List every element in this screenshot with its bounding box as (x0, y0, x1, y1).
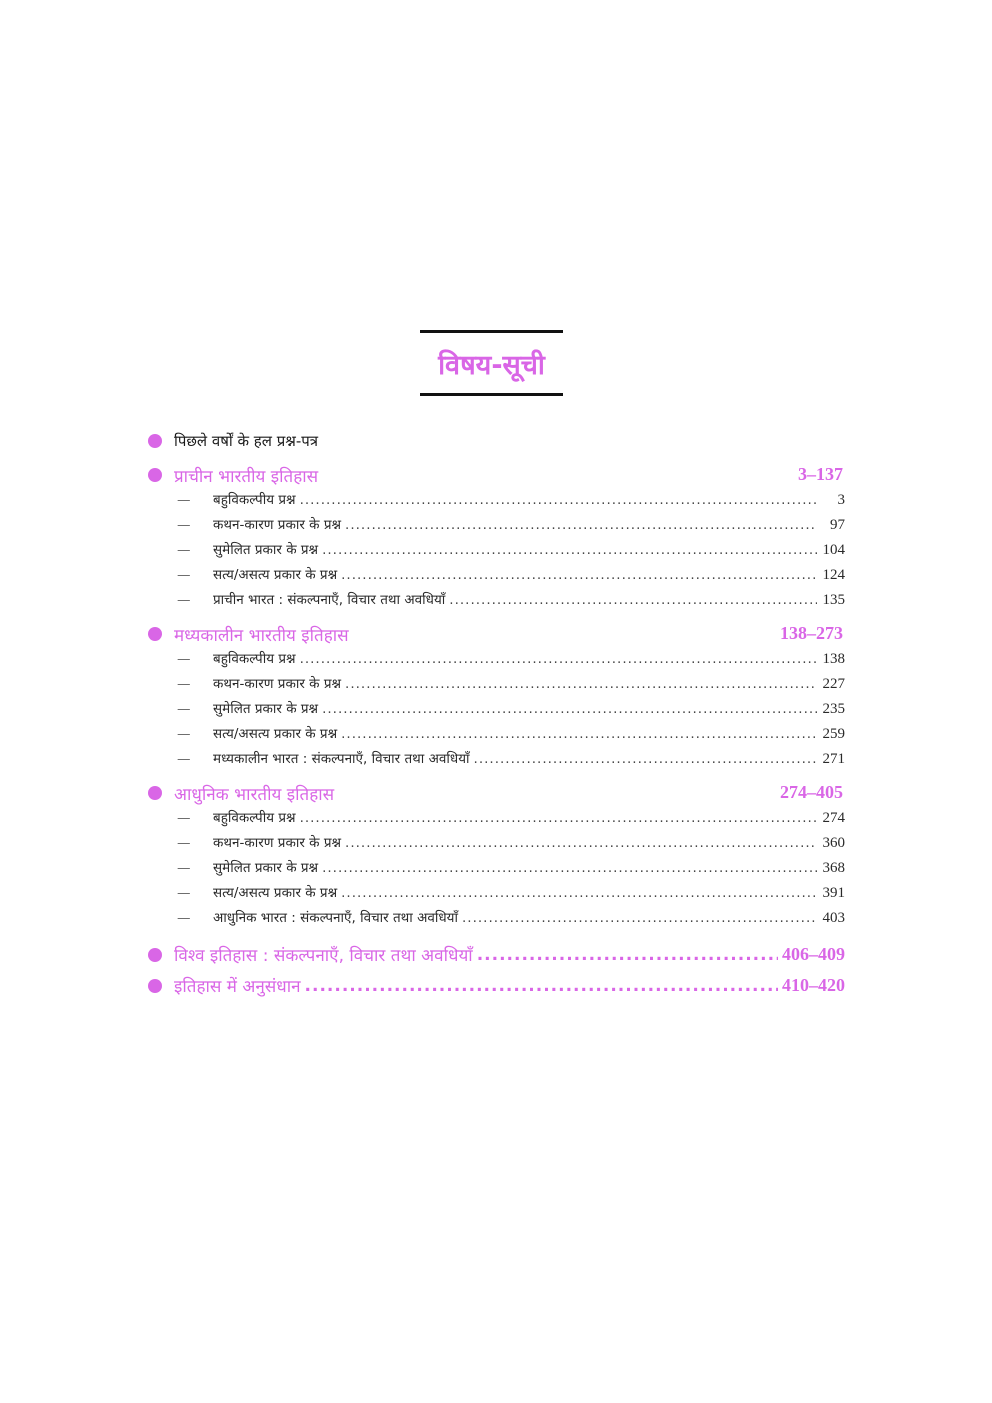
dot-leader (474, 751, 817, 767)
dot-leader (300, 651, 817, 667)
bullet-icon (148, 979, 162, 993)
list-item[interactable] (145, 540, 845, 565)
toc-section-ancient[interactable] (145, 462, 845, 488)
section-page-range: 410–420 (782, 975, 845, 995)
table-of-contents (145, 428, 845, 1001)
section-title: आधुनिक भारतीय इतिहास (174, 784, 335, 805)
bullet-icon (148, 627, 162, 641)
list-item[interactable] (145, 908, 845, 933)
section-page-range: 274–405 (780, 782, 843, 802)
item-page: 360 (822, 835, 845, 851)
section-page-range: 406–409 (782, 944, 845, 964)
dash-icon: — (177, 860, 191, 876)
intro-label: पिछले वर्षों के हल प्रश्न-पत्र (174, 432, 319, 450)
bullet-icon (148, 468, 162, 482)
item-label: सुमेलित प्रकार के प्रश्न (213, 542, 319, 558)
item-page: 135 (822, 592, 845, 608)
list-item[interactable] (145, 649, 845, 674)
item-label: सत्य/असत्य प्रकार के प्रश्न (213, 885, 338, 901)
dot-leader (322, 542, 817, 558)
item-label: बहुविकल्पीय प्रश्न (213, 492, 296, 508)
list-item[interactable] (145, 674, 845, 699)
item-page: 259 (822, 726, 845, 742)
item-label: सत्य/असत्य प्रकार के प्रश्न (213, 567, 338, 583)
dot-leader (345, 676, 817, 692)
dash-icon: — (177, 726, 191, 742)
list-item[interactable] (145, 749, 845, 774)
item-page: 104 (822, 542, 845, 558)
dot-leader (345, 835, 817, 851)
dash-icon: — (177, 835, 191, 851)
dot-leader (341, 885, 817, 901)
section-title: विश्व इतिहास : संकल्पनाएँ, विचार तथा अवधियाँ (174, 946, 473, 966)
dot-leader (322, 860, 817, 876)
dot-leader (305, 976, 778, 996)
sub-list (145, 649, 845, 774)
item-page: 124 (822, 567, 845, 583)
item-page: 391 (822, 885, 845, 901)
list-item[interactable] (145, 565, 845, 590)
item-label: कथन-कारण प्रकार के प्रश्न (213, 517, 342, 533)
section-page-range: 3–137 (798, 464, 843, 484)
dash-icon: — (177, 910, 191, 926)
toc-intro-entry[interactable] (145, 428, 845, 454)
list-item[interactable] (145, 590, 845, 615)
item-label: मध्यकालीन भारत : संकल्पनाएँ, विचार तथा अवधियाँ (213, 751, 470, 767)
dash-icon: — (177, 542, 191, 558)
item-page: 403 (822, 910, 845, 926)
toc-section-world-history[interactable] (145, 939, 845, 970)
dash-icon: — (177, 701, 191, 717)
item-page: 97 (830, 517, 845, 533)
item-label: आधुनिक भारत : संकल्पनाएँ, विचार तथा अवधियाँ (213, 910, 459, 926)
toc-section-medieval[interactable] (145, 621, 845, 647)
page-title: विषय-सूची (438, 349, 545, 381)
dot-leader (300, 810, 817, 826)
dash-icon: — (177, 592, 191, 608)
list-item[interactable] (145, 883, 845, 908)
item-page: 227 (822, 676, 845, 692)
dash-icon: — (177, 651, 191, 667)
section-title: इतिहास में अनुसंधान (174, 977, 301, 997)
dot-leader (449, 592, 817, 608)
list-item[interactable] (145, 724, 845, 749)
dash-icon: — (177, 517, 191, 533)
item-label: सत्य/असत्य प्रकार के प्रश्न (213, 726, 338, 742)
bullet-icon (148, 948, 162, 962)
item-page: 271 (822, 751, 845, 767)
dash-icon: — (177, 676, 191, 692)
dot-leader (341, 726, 817, 742)
list-item[interactable] (145, 808, 845, 833)
section-title: प्राचीन भारतीय इतिहास (174, 466, 319, 487)
item-label: कथन-कारण प्रकार के प्रश्न (213, 835, 342, 851)
item-label: कथन-कारण प्रकार के प्रश्न (213, 676, 342, 692)
sub-list (145, 490, 845, 615)
item-page: 3 (837, 492, 845, 508)
item-label: बहुविकल्पीय प्रश्न (213, 810, 296, 826)
list-item[interactable] (145, 515, 845, 540)
bullet-icon (148, 786, 162, 800)
dot-leader (477, 945, 778, 965)
item-page: 274 (822, 810, 845, 826)
dot-leader (341, 567, 817, 583)
dash-icon: — (177, 751, 191, 767)
list-item[interactable] (145, 699, 845, 724)
sub-list (145, 808, 845, 933)
dash-icon: — (177, 810, 191, 826)
bullet-icon (148, 434, 162, 448)
item-label: बहुविकल्पीय प्रश्न (213, 651, 296, 667)
dot-leader (300, 492, 817, 508)
item-label: सुमेलित प्रकार के प्रश्न (213, 701, 319, 717)
toc-title-block (420, 330, 563, 396)
section-page-range: 138–273 (780, 623, 843, 643)
list-item[interactable] (145, 858, 845, 883)
dash-icon: — (177, 885, 191, 901)
dot-leader (322, 701, 817, 717)
item-page: 368 (822, 860, 845, 876)
section-title: मध्यकालीन भारतीय इतिहास (174, 625, 349, 646)
toc-section-research[interactable] (145, 970, 845, 1001)
dash-icon: — (177, 567, 191, 583)
dash-icon: — (177, 492, 191, 508)
item-page: 235 (822, 701, 845, 717)
toc-section-modern[interactable] (145, 780, 845, 806)
dot-leader (345, 517, 817, 533)
item-page: 138 (822, 651, 845, 667)
list-item[interactable] (145, 490, 845, 515)
item-label: सुमेलित प्रकार के प्रश्न (213, 860, 319, 876)
list-item[interactable] (145, 833, 845, 858)
item-label: प्राचीन भारत : संकल्पनाएँ, विचार तथा अवधियाँ (213, 592, 446, 608)
dot-leader (462, 910, 817, 926)
